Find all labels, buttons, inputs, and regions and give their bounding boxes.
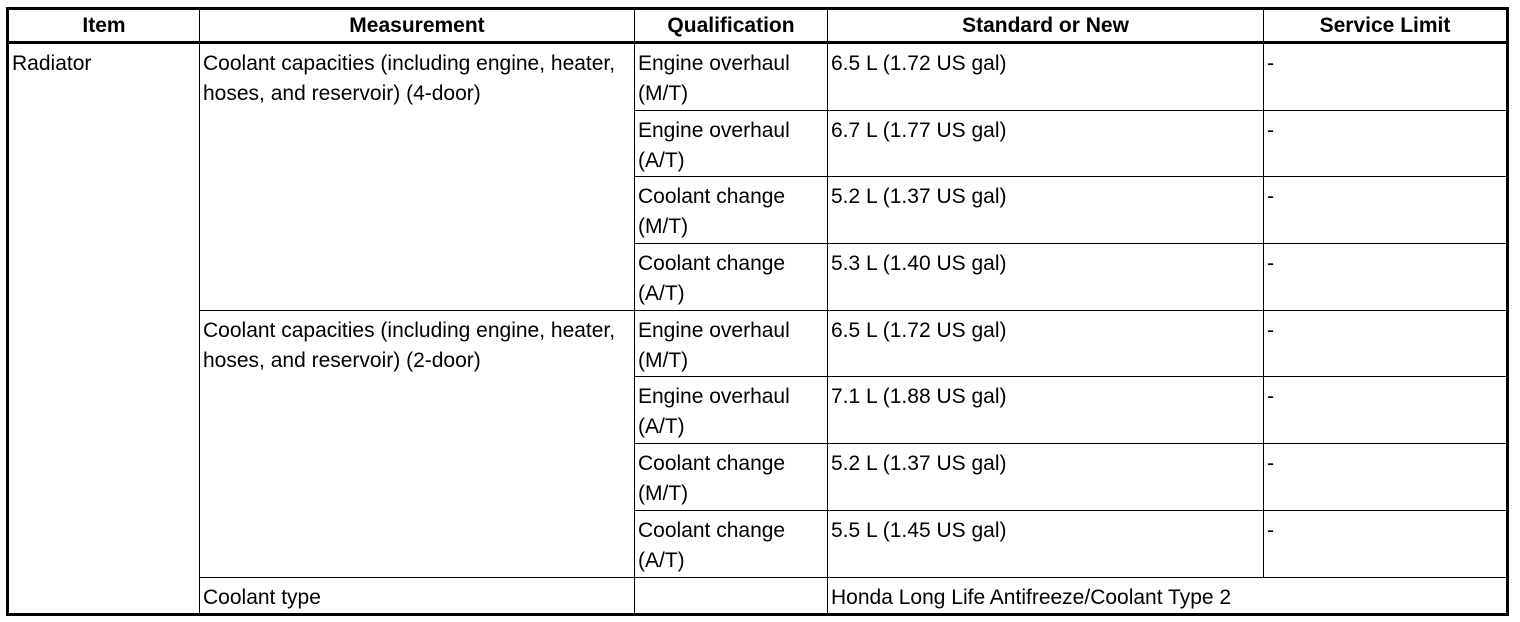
standard-cell: 5.2 L (1.37 US gal) (828, 177, 1264, 244)
service-limit-cell: - (1264, 310, 1508, 377)
item-cell: Radiator (8, 43, 200, 615)
spec-table (6, 7, 1509, 616)
standard-cell: 5.2 L (1.37 US gal) (828, 444, 1264, 511)
qualification-cell: Coolant change (M/T) (635, 177, 828, 244)
table-row (8, 43, 1508, 111)
standard-cell: 5.3 L (1.40 US gal) (828, 244, 1264, 311)
qualification-cell: Engine overhaul (A/T) (635, 110, 828, 177)
standard-cell: 6.5 L (1.72 US gal) (828, 43, 1264, 111)
service-limit-cell: - (1264, 43, 1508, 111)
header-qualification: Qualification (635, 9, 828, 43)
service-limit-cell: - (1264, 244, 1508, 311)
measurement-cell: Coolant type (200, 577, 635, 614)
service-limit-cell: - (1264, 377, 1508, 444)
qualification-cell: Engine overhaul (M/T) (635, 43, 828, 111)
standard-cell: 7.1 L (1.88 US gal) (828, 377, 1264, 444)
standard-cell: 6.7 L (1.77 US gal) (828, 110, 1264, 177)
header-measurement: Measurement (200, 9, 635, 43)
standard-cell: 6.5 L (1.72 US gal) (828, 310, 1264, 377)
header-standard: Standard or New (828, 9, 1264, 43)
qualification-cell: Engine overhaul (M/T) (635, 310, 828, 377)
qualification-cell: Coolant change (A/T) (635, 244, 828, 311)
qualification-cell: Coolant change (M/T) (635, 444, 828, 511)
standard-cell: 5.5 L (1.45 US gal) (828, 510, 1264, 577)
qualification-cell (635, 577, 828, 614)
service-limit-cell: - (1264, 177, 1508, 244)
table-row (8, 577, 1508, 614)
qualification-cell: Coolant change (A/T) (635, 510, 828, 577)
service-limit-cell: - (1264, 110, 1508, 177)
header-service-limit: Service Limit (1264, 9, 1508, 43)
measurement-cell: Coolant capacities (including engine, heater, hoses, and reservoir) (4-door) (200, 43, 635, 311)
header-row (8, 9, 1508, 43)
service-limit-cell: - (1264, 444, 1508, 511)
service-limit-cell: - (1264, 510, 1508, 577)
table-row (8, 310, 1508, 377)
header-item: Item (8, 9, 200, 43)
qualification-cell: Engine overhaul (A/T) (635, 377, 828, 444)
measurement-cell: Coolant capacities (including engine, heater, hoses, and reservoir) (2-door) (200, 310, 635, 577)
standard-cell: Honda Long Life Antifreeze/Coolant Type 2 (828, 577, 1508, 614)
